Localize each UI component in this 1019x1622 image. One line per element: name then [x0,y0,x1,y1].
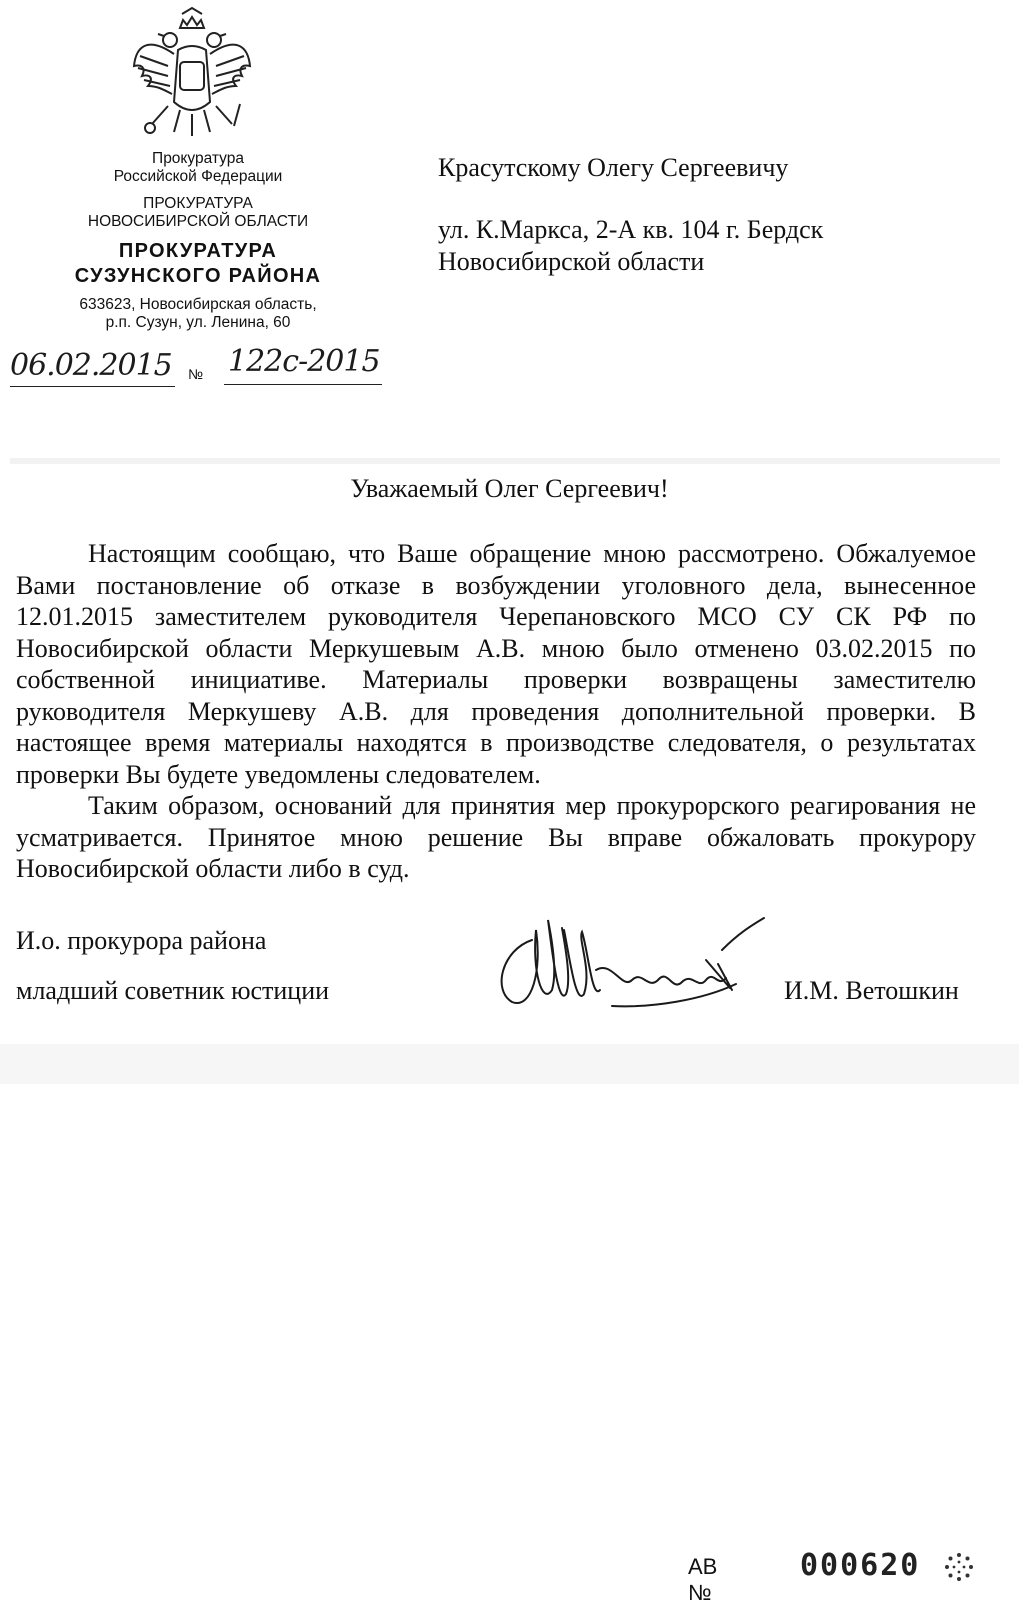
serial-label: АВ № [688,1554,718,1605]
body-paragraph-1: Настоящим сообщаю, что Ваше обращение мною рассмотрено. Обжалуемое Вами постановление об отказе в возбуждении уголовного дела, вынесенное 12.01.2015 заместителем руководителя Черепановского МСО СУ СК РФ по Новосибирской области Меркушевым А.В. мною было отменено 03.02.2015 по собственной инициативе. Материалы проверки возвращены заместителю руководителя Меркушеву А.В. для проведения дополнительной проверки. В настоящее время материалы находятся в производстве следователя, о результатах проверки Вы будете уведомлены следователем. [16,539,976,789]
org-line-5: ПРОКУРАТУРА [118,240,278,263]
org-line-3: ПРОКУРАТУРА [143,194,253,212]
recipient-address-line-1: ул. К.Маркса, 2-А кв. 104 г. Бердск [438,215,824,244]
signer-name: И.М. Ветошкин [784,976,959,1005]
sender-address-line-2: р.п. Сузун, ул. Ленина, 60 [105,314,291,332]
registration-number-label: № [188,366,204,382]
org-line-4: НОВОСИБИРСКОЙ ОБЛАСТИ [87,212,309,230]
handwritten-signature [492,910,772,1020]
org-line-1: Прокуратура [152,150,244,167]
body-paragraph-2: Таким образом, оснований для принятия мер прокурорского реагирования не усматривается. Принятое мною решение Вы вправе обжаловать прокурору Новосибирской области либо в суд. [16,791,976,883]
signer-title-line-2: младший советник юстиции [16,976,330,1005]
sender-organization-block [40,150,356,332]
letter-body [16,538,976,885]
recipient-address-line-2: Новосибирской области [438,247,705,276]
org-line-6: СУЗУНСКОГО РАЙОНА [74,264,322,287]
org-line-2: Российской Федерации [113,168,283,186]
recipient-block [438,152,998,278]
recipient-name: Красутскому Олегу Сергеевичу [438,153,789,182]
serial-number: 000620 [800,1548,921,1583]
registration-line [10,344,380,390]
signer-title-line-1: И.о. прокурора района [16,926,267,955]
registration-date: 06.02.2015 [10,348,172,383]
sender-address-line-1: 633623, Новосибирская область, [79,295,317,313]
dotted-star-icon [944,1552,974,1582]
salutation: Уважаемый Олег Сергеевич! [350,474,669,503]
registration-number: 122с-2015 [228,344,380,379]
double-headed-eagle-icon [128,6,256,154]
